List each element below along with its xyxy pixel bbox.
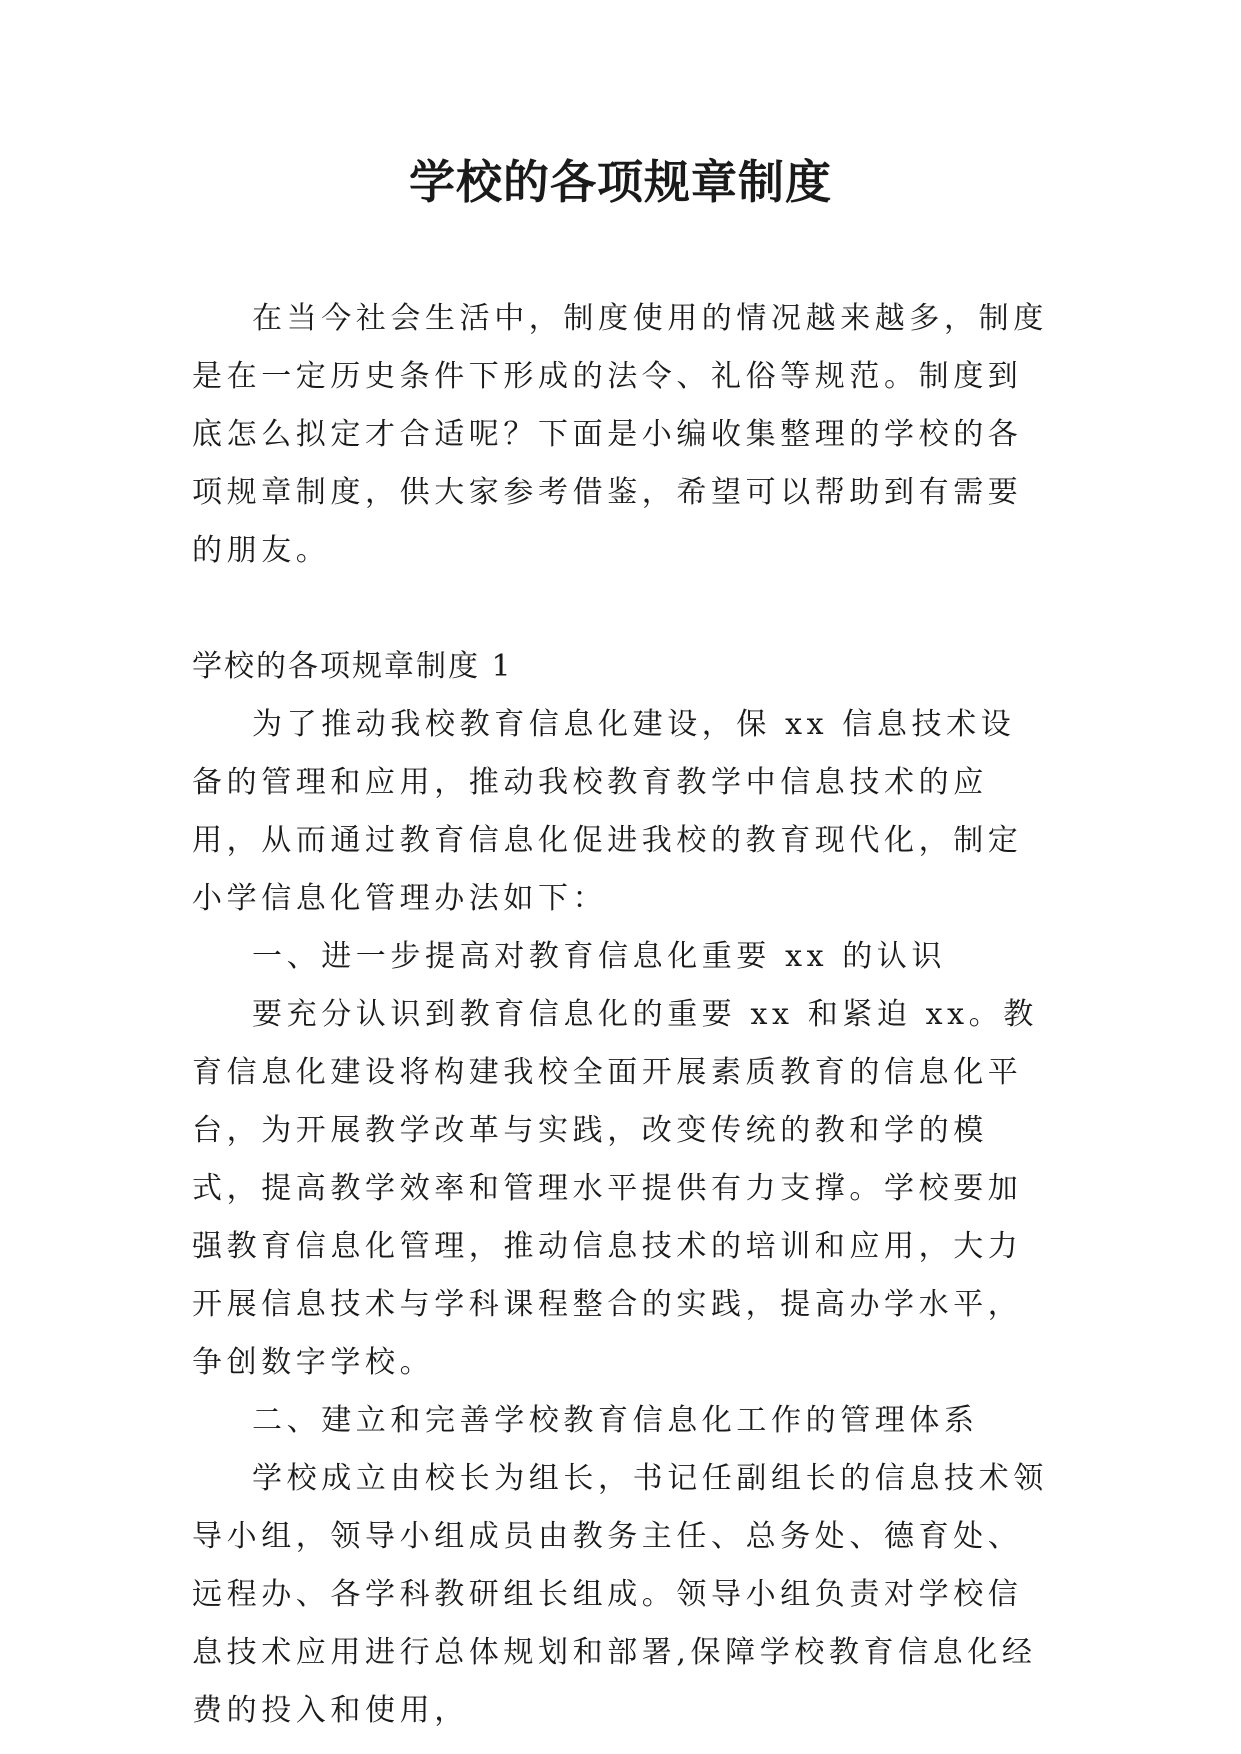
body-paragraph-1: 为了推动我校教育信息化建设，保 xx 信息技术设备的管理和应用，推动我校教育教学中信息技术的应用，从而通过教育信息化促进我校的教育现代化，制定小学信息化管理办法如下：: [192, 707, 1023, 916]
subheading-2: 二、建立和完善学校教育信息化工作的管理体系: [252, 1403, 979, 1438]
subheading-1: 一、进一步提高对教育信息化重要 xx 的认识: [252, 939, 947, 974]
body-paragraph-2: 要充分认识到教育信息化的重要 xx 和紧迫 xx。教育信息化建设将构建我校全面开展素质教育的信息化平台，为开展教学改革与实践，改变传统的教和学的模式，提高教学效率和管理水平提供有力支撑。学校要加强教育信息化管理，推动信息技术的培训和应用，大力开展信息技术与学科课程整合的实践，提高办学水平，争创数字学校。: [192, 997, 1038, 1380]
document-title: 学校的各项规章制度: [409, 155, 832, 209]
document-body: [192, 290, 1048, 1740]
body-paragraph-3: 学校成立由校长为组长，书记任副组长的信息技术领导小组，领导小组成员由教务主任、总务处、德育处、远程办、各学科教研组长组成。领导小组负责对学校信息技术应用进行总体规划和部署,保障学校教育信息化经费的投入和使用，: [192, 1461, 1048, 1728]
intro-paragraph: 在当今社会生活中，制度使用的情况越来越多，制度是在一定历史条件下形成的法令、礼俗等规范。制度到底怎么拟定才合适呢？下面是小编收集整理的学校的各项规章制度，供大家参考借鉴，希望可以帮助到有需要的朋友。: [192, 301, 1048, 568]
section-heading: 学校的各项规章制度 1: [192, 649, 513, 684]
